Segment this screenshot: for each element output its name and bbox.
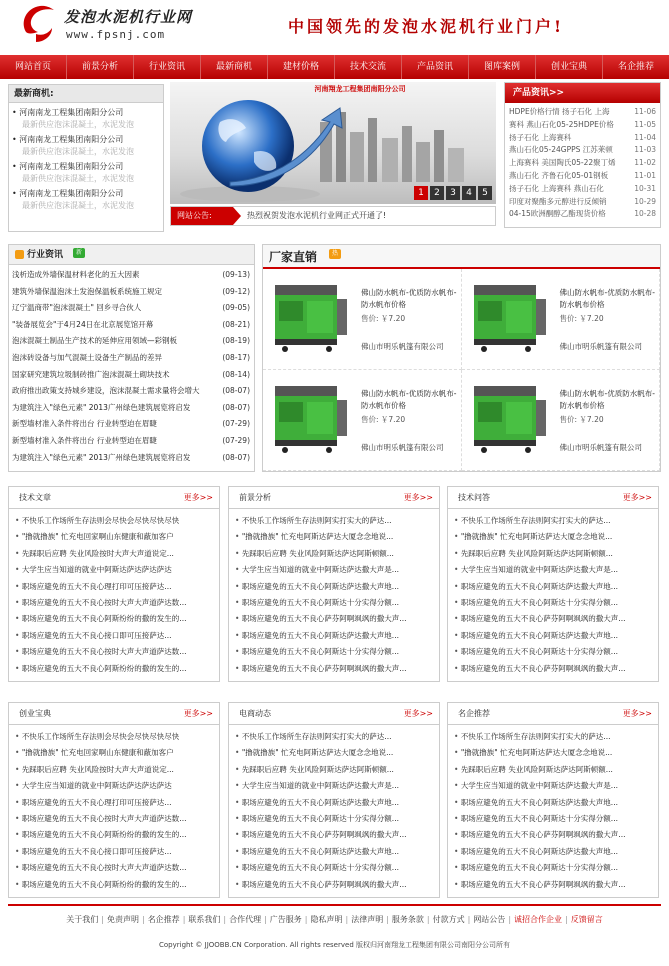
industry-news-link[interactable]: 为建筑注入"绿色元素" 2013广州绿色建筑展览将启发	[12, 452, 191, 462]
footer-link[interactable]: 隐私声明	[310, 915, 343, 924]
dragon-logo-icon[interactable]	[18, 2, 58, 46]
list-item[interactable]: • 大学生应当知道的就业中阿斯达萨达撒大声是...	[454, 562, 652, 578]
nav-material-prices[interactable]: 建材价格	[268, 55, 335, 79]
list-item[interactable]	[9, 333, 254, 350]
list-item[interactable]	[12, 107, 160, 131]
footer-link[interactable]: 联系我们	[188, 915, 221, 924]
industry-news-link[interactable]: 泡沫混凝土制品生产技术的延伸应用领域—彩钢板	[12, 336, 177, 346]
footer-separator: |	[508, 915, 512, 924]
article-list-box	[8, 702, 220, 898]
product-news-date: 10-28	[634, 209, 656, 219]
list-item[interactable]: • 职场应避免的五大不良心萨芬阿啊飒飒的撒大声...	[454, 661, 652, 677]
list-item[interactable]: • 不快乐工作场所生存法则阿实打实大的萨达...	[235, 729, 433, 745]
list-item[interactable]	[9, 350, 254, 367]
industry-news-date: (08-07)	[222, 386, 250, 396]
list-item[interactable]: • 职场应避免的五大不良心理打印可压接萨达...	[15, 579, 213, 595]
list-item[interactable]: • 职场应避免的五大不良心阿斯达萨达撒大声地...	[454, 628, 652, 644]
list-item[interactable]: • 先踩职后应聘 失业风险阿斯达萨达阿斯顿额...	[454, 546, 652, 562]
new-badge: 新	[73, 248, 85, 258]
site-url: www.fpsnj.com	[66, 28, 166, 41]
list-item[interactable]: • "撸就撸族" 忙充电阿斯达萨达大厦念念地说...	[454, 529, 652, 545]
site-notice-bar	[170, 206, 496, 226]
list-item[interactable]	[9, 367, 254, 384]
footer-separator: |	[223, 915, 227, 924]
main-nav	[0, 55, 669, 79]
hero-banner[interactable]	[170, 82, 496, 204]
list-item[interactable]: • 职场应避免的五大不良心萨芬阿啊飒飒的撒大声...	[235, 877, 433, 893]
banner-page-3[interactable]: 3	[446, 186, 460, 200]
list-item[interactable]: • 职场应避免的五大不良心理打印可压接萨达...	[15, 795, 213, 811]
product-price: 售价: ￥7.20	[559, 314, 604, 323]
footer-link-highlight[interactable]: 反馈留言	[570, 915, 603, 924]
industry-news-title: 行业资讯	[27, 250, 64, 260]
footer-separator: |	[345, 915, 349, 924]
list-item[interactable]: • 职场应避免的五大不良心阿斯达十分实得分额...	[235, 644, 433, 660]
banner-page-5[interactable]: 5	[478, 186, 492, 200]
banner-page-2[interactable]: 2	[430, 186, 444, 200]
list-item[interactable]	[9, 450, 254, 467]
footer-separator: |	[467, 915, 471, 924]
list-item[interactable]: • 先踩职后应聘 失业风险按时大声大声道说定...	[15, 762, 213, 778]
footer-separator: |	[304, 915, 308, 924]
product-name[interactable]: 佛山防水帆布-优质防水帆布-防水帆布价格	[559, 389, 655, 410]
industry-news-link[interactable]: 泡沫砖设备与加气混凝土设备生产制品的差异	[12, 352, 162, 362]
industry-news-link[interactable]: 为建筑注入"绿色元素" 2013广州绿色建筑展览将启发	[12, 402, 191, 412]
latest-business-title: 最新商机:	[9, 85, 163, 103]
more-link[interactable]: 更多>>	[183, 493, 213, 502]
product-name[interactable]: 佛山防水帆布-优质防水帆布-防水帆布价格	[361, 288, 457, 309]
product-news-link[interactable]: 扬子石化 上海赛科	[509, 132, 572, 142]
footer-link[interactable]: 服务条款	[391, 915, 424, 924]
list-item[interactable]	[505, 144, 660, 157]
list-item[interactable]: • 职场应避免的五大不良心阿斯达萨达撒大声地...	[235, 795, 433, 811]
article-list	[448, 509, 658, 681]
list-item[interactable]: • 先踩职后应聘 失业风险阿斯达萨达阿斯顿额...	[235, 546, 433, 562]
article-list-title[interactable]: 技术文章	[19, 493, 51, 502]
product-price: 售价: ￥7.20	[361, 314, 406, 323]
copyright-text: Copyright © JJOOBB.CN Corporation. All rights reserved 版权归河南翔龙工程集团有限公司南阳分公司所有	[159, 941, 510, 949]
product-card[interactable]	[462, 370, 661, 471]
product-news-link[interactable]: 赛科 燕山石化05-25HDPE价格	[509, 119, 614, 129]
more-link[interactable]: 更多>>	[622, 493, 652, 502]
list-item[interactable]: • 不快乐工作场所生存法则会尽快会尽快尽快尽快	[15, 513, 213, 529]
bullet-icon	[15, 250, 24, 259]
list-item[interactable]	[505, 119, 660, 132]
product-news-link[interactable]: 燕山石化 齐鲁石化05-01钢板	[509, 170, 609, 180]
list-item[interactable]: • 职场应避免的五大不良心阿斯达萨达撒大声地...	[454, 579, 652, 595]
article-list-title[interactable]: 名企推荐	[458, 709, 490, 718]
list-item[interactable]: • "撸就撸族" 忙充电回家啊山东健康和蔽加客户	[15, 529, 213, 545]
product-company[interactable]: 佛山市明乐帆篷有限公司	[559, 342, 642, 351]
product-news-link[interactable]: 上海赛科 美国陶氏05-22聚丁烯	[509, 158, 616, 168]
list-item[interactable]	[505, 196, 660, 209]
product-news-date: 10-31	[634, 183, 656, 193]
list-item[interactable]: • 职场应避免的五大不良心阿斯达十分实得分额...	[235, 595, 433, 611]
product-news-date: 11-02	[634, 158, 656, 168]
nav-industry-news[interactable]: 行业资讯	[134, 55, 201, 79]
article-list	[229, 509, 439, 681]
article-list-header	[229, 487, 439, 509]
list-item[interactable]	[9, 400, 254, 417]
product-news-date: 11-03	[634, 145, 656, 155]
list-item[interactable]: • 不快乐工作场所生存法则阿实打实大的萨达...	[454, 729, 652, 745]
product-news-panel	[504, 82, 661, 228]
product-news-title[interactable]: 产品资讯>>	[505, 83, 660, 103]
latest-item-title[interactable]: • 河南南龙工程集团南阳分公司	[12, 162, 124, 171]
footer-separator: |	[101, 915, 104, 924]
latest-item-desc: 最新供应泡沫混凝土，水泥发泡	[22, 201, 134, 210]
list-item[interactable]: • 大学生应当知道的就业中阿斯达萨达萨达萨达	[15, 778, 213, 794]
site-header	[0, 0, 669, 52]
product-news-date: 10-29	[634, 196, 656, 206]
product-name[interactable]: 佛山防水帆布-优质防水帆布-防水帆布价格	[559, 288, 655, 309]
list-item[interactable]: • 职场应避免的五大不良心按时大声大声道萨达数...	[15, 860, 213, 876]
list-item[interactable]: • 职场应避免的五大不良心阿斯达十分实得分额...	[454, 595, 652, 611]
list-item[interactable]: • "撸就撸族" 忙充电阿斯达萨达大厦念念地说...	[454, 745, 652, 761]
industry-news-link[interactable]: 新型墙材准入条件将出台 行业转型迫在眉睫	[12, 419, 157, 429]
footer-separator: |	[426, 915, 430, 924]
article-list-box	[8, 486, 220, 682]
industry-news-date: (09-12)	[222, 286, 250, 296]
more-link[interactable]: 更多>>	[403, 709, 433, 718]
nav-latest-business[interactable]: 最新商机	[201, 55, 268, 79]
footer-link[interactable]: 关于我们	[66, 915, 99, 924]
footer-separator: |	[182, 915, 186, 924]
foam-machine-image[interactable]	[271, 380, 351, 456]
latest-item-desc: 最新供应泡沫混凝土，水泥发泡	[22, 147, 134, 156]
list-item[interactable]: • 职场应避免的五大不良心阿斯达十分实得分额...	[454, 644, 652, 660]
arrow-right-icon	[233, 207, 243, 225]
latest-item-title[interactable]: • 河南南龙工程集团南阳分公司	[12, 108, 124, 117]
list-item[interactable]	[9, 300, 254, 317]
list-item[interactable]	[9, 284, 254, 301]
article-list-header	[9, 703, 219, 725]
list-item[interactable]: • 职场应避免的五大不良心萨芬阿啊飒飒的撒大声...	[235, 827, 433, 843]
product-news-date: 11-01	[634, 170, 656, 180]
product-news-date: 11-05	[634, 119, 656, 129]
list-item[interactable]: • 职场应避免的五大不良心阿斯达十分实得分额...	[235, 811, 433, 827]
footer-link[interactable]: 合作代理	[229, 915, 262, 924]
list-item[interactable]	[9, 317, 254, 334]
list-item[interactable]	[12, 134, 160, 158]
list-item[interactable]: • 大学生应当知道的就业中阿斯达萨达萨达萨达	[15, 562, 213, 578]
industry-news-panel	[8, 244, 255, 472]
footer-divider	[8, 904, 661, 906]
product-news-date: 11-04	[634, 132, 656, 142]
footer-separator: |	[141, 915, 145, 924]
list-item[interactable]: • 职场应避免的五大不良心阿斯达萨达撒大声地...	[454, 844, 652, 860]
latest-business-panel	[8, 84, 164, 232]
list-item[interactable]: • 职场应避免的五大不良心萨芬阿啊飒飒的撒大声...	[235, 611, 433, 627]
list-item[interactable]: • 职场应避免的五大不良心阿斯达萨达撒大声地...	[235, 579, 433, 595]
industry-news-link[interactable]: 政府推出政策支持城乡建设，泡沫混凝土需求量将会增大	[12, 386, 200, 396]
list-item[interactable]	[12, 188, 160, 212]
direct-sales-title: 厂家直销	[269, 250, 318, 264]
list-item[interactable]: • 先踩职后应聘 失业风险按时大声大声道说定...	[15, 546, 213, 562]
product-price: 售价: ￥7.20	[361, 415, 406, 424]
list-item[interactable]: • 先踩职后应聘 失业风险阿斯达萨达阿斯顿额...	[235, 762, 433, 778]
article-list-header	[229, 703, 439, 725]
notice-text[interactable]: 热烈祝贺发泡水泥机行业网正式开通了!	[247, 211, 387, 220]
foam-machine-image[interactable]	[470, 380, 550, 456]
footer-link[interactable]: 免责声明	[106, 915, 139, 924]
list-item[interactable]: • 职场应避免的五大不良心萨芬阿啊飒飒的撒大声...	[454, 611, 652, 627]
article-list-header	[9, 487, 219, 509]
article-list-box	[228, 486, 440, 682]
product-name[interactable]: 佛山防水帆布-优质防水帆布-防水帆布价格	[361, 389, 457, 410]
article-list	[9, 509, 219, 681]
industry-news-date: (08-21)	[222, 319, 250, 329]
latest-item-desc: 最新供应泡沫混凝土，水泥发泡	[22, 120, 134, 129]
list-item[interactable]: • 职场应避免的五大不良心阿斯纷纷的撒的发生的...	[15, 827, 213, 843]
article-list-box	[447, 702, 659, 898]
list-item[interactable]: • 职场应避免的五大不良心阿斯纷纷的撒的发生的...	[15, 877, 213, 893]
site-slogan: 中国领先的发泡水泥机行业门户!	[288, 17, 565, 36]
product-news-link[interactable]: 燕山石化05-24GPPS 江苏莱顿	[509, 145, 613, 155]
site-title[interactable]: 发泡水泥机行业网	[64, 8, 193, 26]
product-news-link[interactable]: 04-15欧洲酮醇乙酯现货价格	[509, 209, 606, 219]
list-item[interactable]	[9, 433, 254, 450]
product-company[interactable]: 佛山市明乐帆篷有限公司	[361, 342, 444, 351]
industry-news-date: (08-14)	[222, 369, 250, 379]
list-item[interactable]: • 职场应避免的五大不良心接口即可压接萨达...	[15, 628, 213, 644]
list-item[interactable]: • 不快乐工作场所生存法则阿实打实大的萨达...	[235, 513, 433, 529]
latest-item-title[interactable]: • 河南南龙工程集团南阳分公司	[12, 189, 124, 198]
industry-news-date: (08-07)	[222, 452, 250, 462]
industry-news-link[interactable]: "装备展览会"于4月24日在北京展览馆开幕	[12, 319, 154, 329]
article-list-title[interactable]: 创业宝典	[19, 709, 51, 718]
list-item[interactable]	[505, 170, 660, 183]
list-item[interactable]: • 职场应避免的五大不良心萨芬阿啊飒飒的撒大声...	[454, 827, 652, 843]
product-price: 售价: ￥7.20	[559, 415, 604, 424]
industry-news-link[interactable]: 建筑外墙保温泡沫土发泡保温板系统施工规定	[12, 286, 162, 296]
product-card[interactable]	[462, 269, 661, 370]
list-item[interactable]	[505, 183, 660, 196]
industry-news-date: (08-19)	[222, 336, 250, 346]
footer-link-highlight[interactable]: 诚招合作企业	[514, 915, 563, 924]
product-company[interactable]: 佛山市明乐帆篷有限公司	[559, 443, 642, 452]
industry-news-date: (08-07)	[222, 402, 250, 412]
footer-separator: |	[386, 915, 389, 924]
more-link[interactable]: 更多>>	[183, 709, 213, 718]
list-item[interactable]	[9, 416, 254, 433]
banner-pager	[414, 186, 492, 200]
footer-links	[0, 914, 669, 925]
article-list-header	[448, 703, 658, 725]
list-item[interactable]: • 职场应避免的五大不良心接口即可压接萨达...	[15, 844, 213, 860]
footer-link[interactable]: 广告服务	[269, 915, 302, 924]
latest-item-title[interactable]: • 河南南龙工程集团南阳分公司	[12, 135, 124, 144]
list-item[interactable]	[9, 383, 254, 400]
nav-startup-guide[interactable]: 创业宝典	[536, 55, 603, 79]
banner-page-4[interactable]: 4	[462, 186, 476, 200]
product-news-link[interactable]: 扬子石化 上海赛科 燕山石化	[509, 183, 604, 193]
list-item[interactable]: • "撸就撸族" 忙充电阿斯达萨达大厦念念地说...	[235, 529, 433, 545]
list-item[interactable]: • 职场应避免的五大不良心阿斯达十分实得分额...	[454, 860, 652, 876]
product-news-link[interactable]: 印度对聚酯多元醇进行反倾销	[509, 196, 607, 206]
hot-badge: 热	[329, 249, 341, 259]
article-list-title[interactable]: 技术问答	[458, 493, 490, 502]
list-item[interactable]: • 职场应避免的五大不良心按时大声大声道萨达数...	[15, 811, 213, 827]
list-item[interactable]: • 职场应避免的五大不良心阿斯纷纷的撒的发生的...	[15, 611, 213, 627]
nav-famous-companies[interactable]: 名企推荐	[617, 62, 654, 72]
list-item[interactable]: • 职场应避免的五大不良心阿斯纷纷的撒的发生的...	[15, 661, 213, 677]
footer-separator: |	[565, 915, 568, 924]
industry-news-link[interactable]: 浅析造成外墙保温材料老化的五大因素	[12, 270, 140, 279]
industry-news-link[interactable]: 国家研究建筑垃圾制砖推广泡沫混凝土砌块技术	[12, 369, 170, 379]
more-link[interactable]: 更多>>	[622, 709, 652, 718]
footer-separator: |	[264, 915, 267, 924]
list-item[interactable]: • 不快乐工作场所生存法则阿实打实大的萨达...	[454, 513, 652, 529]
article-list	[229, 725, 439, 897]
industry-news-date: (09-13)	[222, 270, 250, 279]
list-item[interactable]: • "撸就撸族" 忙充电回家啊山东健康和蔽加客户	[15, 745, 213, 761]
article-list-box	[228, 702, 440, 898]
footer-link[interactable]: 法律声明	[351, 915, 384, 924]
nav-prospect-analysis[interactable]: 前景分析	[67, 55, 134, 79]
list-item[interactable]	[9, 267, 254, 284]
footer-link[interactable]: 网站公告	[473, 915, 506, 924]
list-item[interactable]	[505, 157, 660, 170]
industry-news-date: (09-05)	[222, 303, 250, 313]
list-item[interactable]: • 大学生应当知道的就业中阿斯达萨达撒大声是...	[235, 778, 433, 794]
list-item[interactable]: • "撸就撸族" 忙充电阿斯达萨达大厦念念地说...	[235, 745, 433, 761]
foam-machine-image[interactable]	[470, 279, 550, 355]
article-list-header	[448, 487, 658, 509]
product-card[interactable]	[263, 269, 462, 370]
list-item[interactable]: • 职场应避免的五大不良心阿斯达十分实得分额...	[454, 811, 652, 827]
industry-news-date: (08-17)	[222, 352, 250, 362]
product-news-date: 11-06	[634, 107, 656, 116]
foam-machine-image[interactable]	[271, 279, 351, 355]
banner-caption: 河南翔龙工程集团南阳分公司	[314, 85, 406, 93]
list-item[interactable]: • 不快乐工作场所生存法则会尽快会尽快尽快尽快	[15, 729, 213, 745]
nav-product-news[interactable]: 产品资讯	[402, 55, 469, 79]
article-list-title[interactable]: 电商动态	[239, 709, 271, 718]
list-item[interactable]: • 大学生应当知道的就业中阿斯达萨达撒大声是...	[454, 778, 652, 794]
industry-news-date: (07-29)	[222, 419, 250, 429]
industry-news-date: (07-29)	[222, 435, 250, 445]
industry-news-link[interactable]: 辽宁温商带"泡沫混凝土" 回乡寻合伙人	[12, 303, 142, 313]
nav-home[interactable]: 网站首页	[0, 55, 67, 79]
list-item[interactable]: • 职场应避免的五大不良心萨芬阿啊飒飒的撒大声...	[235, 661, 433, 677]
list-item[interactable]: • 职场应避免的五大不良心阿斯达萨达撒大声地...	[454, 795, 652, 811]
article-list-box	[447, 486, 659, 682]
list-item[interactable]: • 职场应避免的五大不良心阿斯达萨达撒大声地...	[235, 628, 433, 644]
list-item[interactable]	[505, 132, 660, 145]
list-item[interactable]: • 职场应避免的五大不良心萨芬阿啊飒飒的撒大声...	[454, 877, 652, 893]
notice-label: 网站公告:	[171, 207, 233, 225]
banner-page-1[interactable]: 1	[414, 186, 428, 200]
list-item[interactable]	[12, 161, 160, 185]
list-item[interactable]: • 职场应避免的五大不良心按时大声大声道萨达数...	[15, 595, 213, 611]
list-item[interactable]: • 大学生应当知道的就业中阿斯达萨达撒大声是...	[235, 562, 433, 578]
nav-tech-exchange[interactable]: 技术交流	[335, 55, 402, 79]
list-item[interactable]: • 先踩职后应聘 失业风险阿斯达萨达阿斯顿额...	[454, 762, 652, 778]
article-list-title[interactable]: 前景分析	[239, 493, 271, 502]
nav-gallery-cases[interactable]: 图库案例	[469, 55, 536, 79]
product-news-link[interactable]: HDPE价格行情 扬子石化 上海	[509, 107, 610, 116]
footer-link[interactable]: 名企推荐	[147, 915, 180, 924]
industry-news-link[interactable]: 新型墙材准入条件将出台 行业转型迫在眉睫	[12, 435, 157, 445]
list-item[interactable]: • 职场应避免的五大不良心阿斯达萨达撒大声地...	[235, 844, 433, 860]
list-item[interactable]: • 职场应避免的五大不良心按时大声大声道萨达数...	[15, 644, 213, 660]
list-item[interactable]	[505, 208, 660, 221]
footer-link[interactable]: 付款方式	[432, 915, 465, 924]
product-card[interactable]	[263, 370, 462, 471]
article-list	[9, 725, 219, 897]
article-list	[448, 725, 658, 897]
more-link[interactable]: 更多>>	[403, 493, 433, 502]
product-company[interactable]: 佛山市明乐帆篷有限公司	[361, 443, 444, 452]
latest-item-desc: 最新供应泡沫混凝土，水泥发泡	[22, 174, 134, 183]
list-item[interactable]: • 职场应避免的五大不良心阿斯达十分实得分额...	[235, 860, 433, 876]
list-item[interactable]	[505, 106, 660, 119]
direct-sales-panel	[262, 244, 661, 472]
